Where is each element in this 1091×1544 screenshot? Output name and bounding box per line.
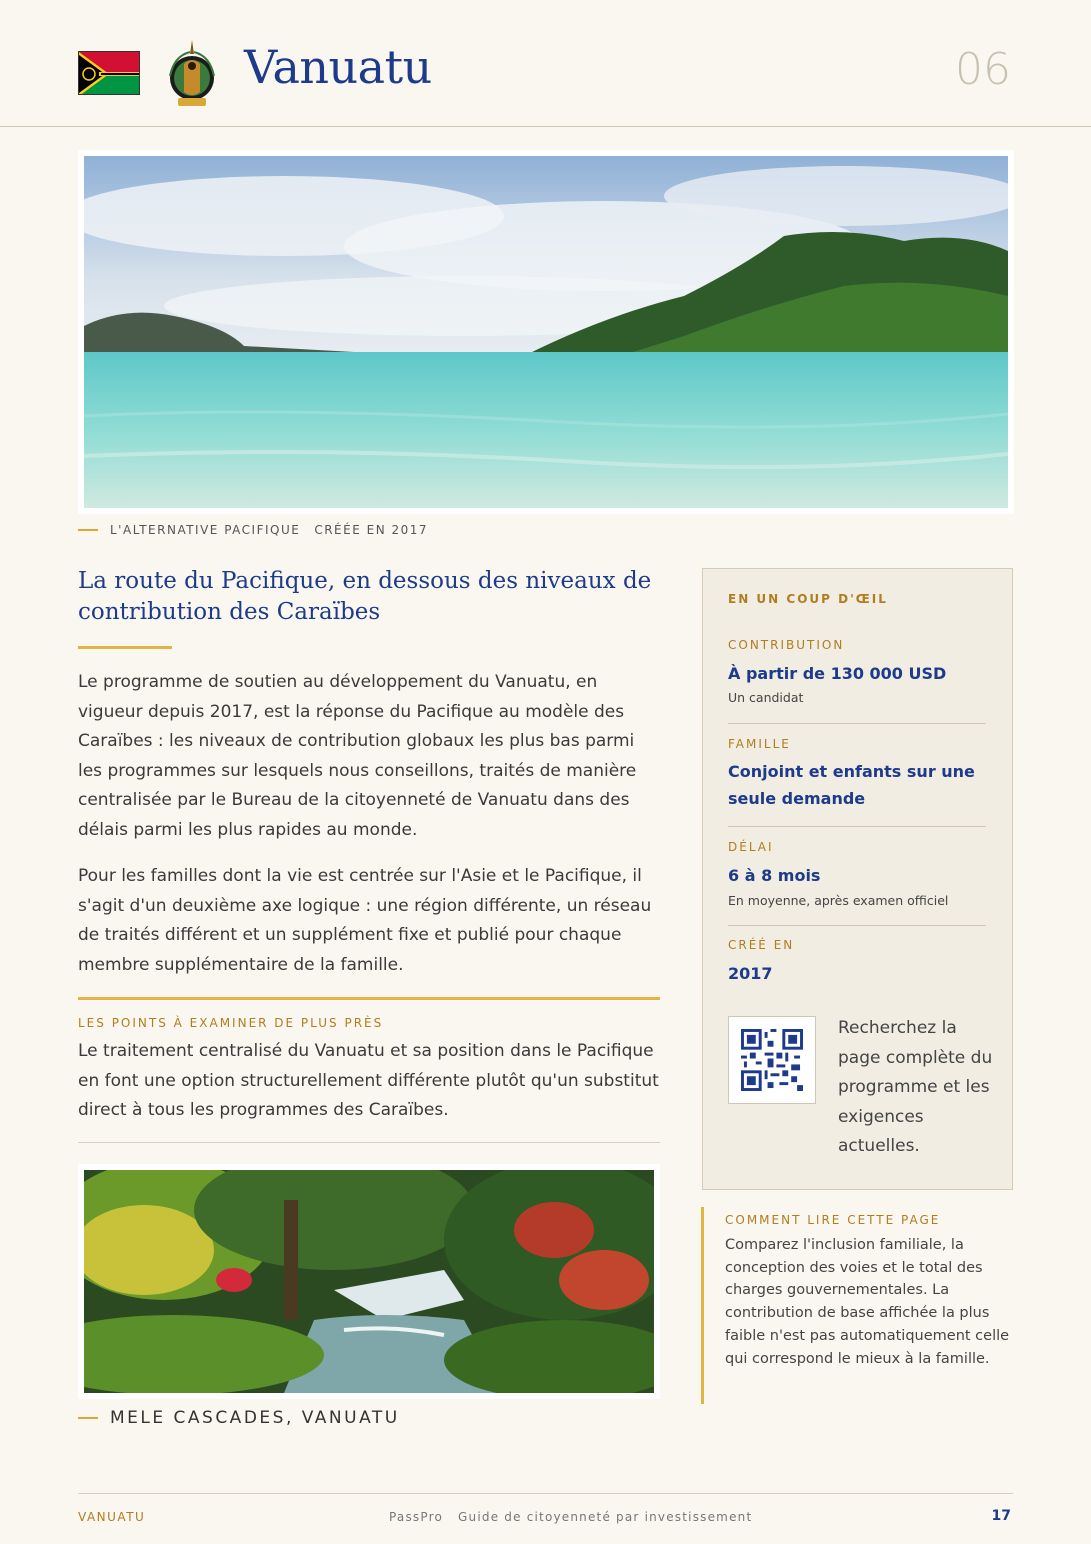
page-number: 17	[991, 1508, 1011, 1524]
qr-code-icon	[741, 1029, 803, 1091]
title-underline	[78, 646, 172, 649]
howto-accent-bar	[701, 1207, 704, 1404]
created-value: 2017	[728, 964, 773, 983]
created-label: CRÉÉ EN	[728, 938, 795, 952]
vanuatu-flag	[78, 51, 140, 95]
contribution-note: Un candidat	[728, 690, 804, 705]
qr-instructions: Recherchez la page complète du programme et les exigences actuelles.	[838, 1018, 993, 1156]
contribution-value: À partir de 130 000 USD	[728, 664, 947, 683]
hero-caption-right: CRÉÉE EN 2017	[314, 523, 429, 537]
hero-caption	[78, 523, 428, 537]
section-title: La route du Pacifique, en dessous des niveaux de contribution des Caraïbes	[78, 568, 652, 625]
section-divider	[78, 1142, 660, 1143]
body-paragraph-1: Le programme de soutien au développement du Vanuatu, en vigueur depuis 2017, est la réponse du Pacifique au modèle des Caraïbes : les niveaux de contribution globaux les plus bas parmi les programmes sur lesquels nous conseillons, traités de manière centralisée par le Bureau de la citoyenneté de Vanuatu dans des délais parmi les plus rapides au monde.	[78, 672, 637, 840]
contribution-label: CONTRIBUTION	[728, 638, 845, 652]
chapter-number: 06	[955, 44, 1011, 95]
howto-text: Comparez l'inclusion familiale, la conception des voies et le total des charges gouvernementales. La contribution de base affichée la plus faible n'est pas automatiquement celle qui correspond le mieux à la famille.	[725, 1237, 1010, 1367]
waterfall-caption-text: MELE CASCADES, VANUATU	[110, 1408, 400, 1428]
waterfall-photo	[78, 1164, 660, 1399]
family-label: FAMILLE	[728, 737, 791, 751]
body-paragraph-2: Pour les familles dont la vie est centrée sur l'Asie et le Pacifique, il s'agit d'un deuxième axe logique : une région différente, un réseau de traités différent et un supplément fixe et publié pour chaque membre supplémentaire de la famille.	[78, 866, 652, 975]
sidebar-rule	[728, 925, 986, 926]
caption-dash	[78, 1417, 98, 1419]
footer-publication: PassPro Guide de citoyenneté par investissement	[389, 1510, 753, 1524]
timeline-label: DÉLAI	[728, 840, 774, 854]
callout-text: Le traitement centralisé du Vanuatu et sa position dans le Pacifique en font une option structurellement différente plutôt qu'un substitut direct à tous les programmes des Caraïbes.	[78, 1041, 659, 1120]
sidebar-rule	[728, 826, 986, 827]
callout-rule	[78, 997, 660, 1000]
footer-divider	[78, 1493, 1013, 1494]
qr-code[interactable]	[728, 1016, 816, 1104]
timeline-note: En moyenne, après examen officiel	[728, 893, 949, 908]
family-value: Conjoint et enfants sur une seule demande	[728, 762, 975, 808]
hero-photo	[78, 150, 1014, 514]
howto-label: COMMENT LIRE CETTE PAGE	[725, 1213, 941, 1227]
coat-of-arms-emblem	[160, 36, 224, 112]
timeline-value: 6 à 8 mois	[728, 866, 821, 885]
header-divider	[0, 126, 1091, 127]
page-title: Vanuatu	[244, 40, 432, 94]
waterfall-caption	[78, 1408, 400, 1428]
sidebar-heading: EN UN COUP D'ŒIL	[728, 592, 888, 606]
caption-dash	[78, 529, 98, 531]
hero-caption-left: L'ALTERNATIVE PACIFIQUE	[110, 523, 301, 537]
sidebar-rule	[728, 723, 986, 724]
callout-label: LES POINTS À EXAMINER DE PLUS PRÈS	[78, 1016, 384, 1030]
footer-country: VANUATU	[78, 1510, 146, 1524]
